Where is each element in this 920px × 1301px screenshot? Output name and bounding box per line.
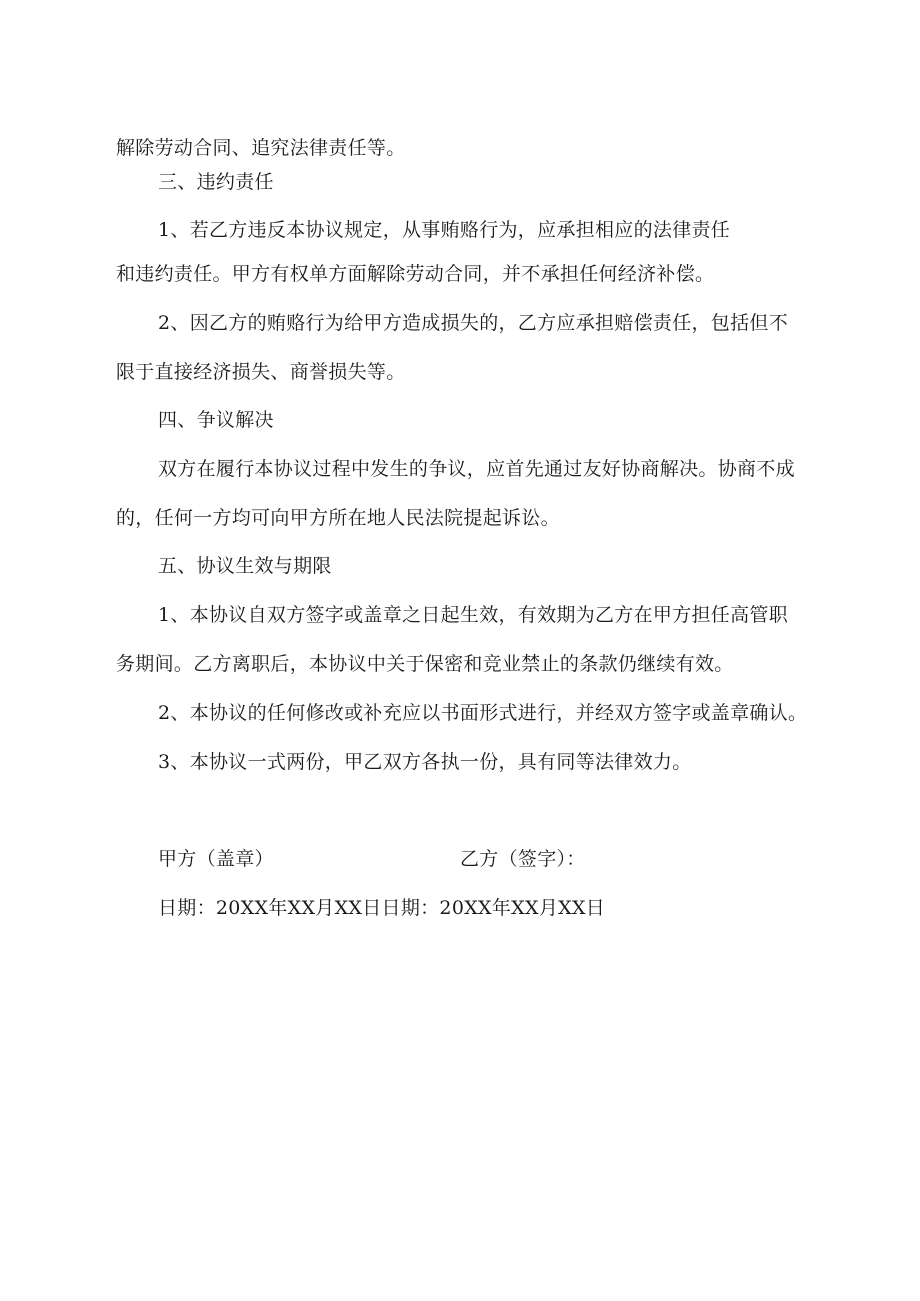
party-b-sign-label: 乙方（签字）： <box>460 848 586 870</box>
clause-3-1-line-2: 和违约责任。甲方有权单方面解除劳动合同，并不承担任何经济补偿。 <box>116 263 715 285</box>
continued-text: 解除劳动合同、追究法律责任等。 <box>116 137 406 159</box>
clause-3-2-line-2: 限于直接经济损失、商誉损失等。 <box>116 361 406 383</box>
clause-3-2-line-1: 2、因乙方的贿赂行为给甲方造成损失的，乙方应承担赔偿责任，包括但不 <box>158 312 788 334</box>
clause-5-1-line-2: 务期间。乙方离职后，本协议中关于保密和竞业禁止的条款仍继续有效。 <box>116 653 734 675</box>
section-heading-breach: 三、违约责任 <box>158 171 274 193</box>
clause-5-3: 3、本协议一式两份，甲乙双方各执一份，具有同等法律效力。 <box>158 751 692 773</box>
dispute-line-1: 双方在履行本协议过程中发生的争议，应首先通过友好协商解决。协商不成 <box>158 458 795 480</box>
clause-5-2: 2、本协议的任何修改或补充应以书面形式进行，并经双方签字或盖章确认。 <box>158 702 808 724</box>
clause-5-1-line-1: 1、本协议自双方签字或盖章之日起生效，有效期为乙方在甲方担任高管职 <box>158 604 788 626</box>
party-a-seal-label: 甲方（盖章） <box>158 848 274 870</box>
signature-dates: 日期：20XX年XX月XX日日期：20XX年XX月XX日 <box>158 897 606 919</box>
dispute-line-2: 的，任何一方均可向甲方所在地人民法院提起诉讼。 <box>116 507 560 529</box>
section-heading-dispute: 四、争议解决 <box>158 409 274 431</box>
clause-3-1-line-1: 1、若乙方违反本协议规定，从事贿赂行为，应承担相应的法律责任 <box>158 219 731 241</box>
section-heading-effect: 五、协议生效与期限 <box>158 555 332 577</box>
